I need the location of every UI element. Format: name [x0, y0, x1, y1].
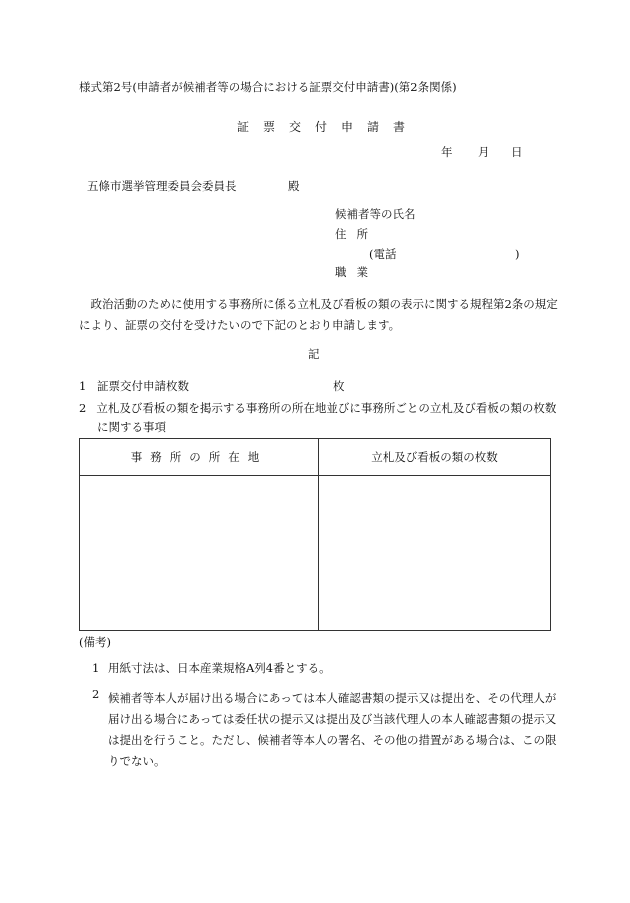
note-1-number: 1 [92, 661, 100, 675]
date-month-label: 月 [478, 145, 490, 159]
applicant-address-label: 住所 [335, 227, 378, 241]
table-header-count: 立札及び看板の類の枚数 [319, 439, 551, 476]
addressee-name: 五條市選挙管理委員会委員長 [87, 179, 237, 193]
table-cell-location[interactable] [80, 476, 319, 631]
table-row [80, 476, 551, 631]
applicant-name-label: 候補者等の氏名 [335, 207, 416, 221]
office-table [79, 438, 551, 631]
form-label: 様式第2号(申請者が候補者等の場合における証票交付申請書)(第2条関係) [79, 80, 457, 94]
item-2 [79, 399, 559, 437]
ki-heading: 記 [308, 347, 320, 361]
table-cell-count[interactable] [319, 476, 551, 631]
note-2-text: 候補者等本人が届け出る場合にあっては本人確認書類の提示又は提出を、その代理人が届け出る場合にあっては委任状の提示又は提出及び当該代理人の本人確認書類の提示又は提出を行うこと。ただし、候補者等本人の署名、その他の措置がある場合は、この限りでない。 [108, 691, 557, 768]
item-2-text: 立札及び看板の類を掲示する事務所の所在地並びに事務所ごとの立札及び看板の類の枚数に関する事項 [96, 401, 557, 434]
item-1-text: 証票交付申請枚数 [97, 379, 189, 393]
item-1-number: 1 [79, 379, 87, 393]
item-2-number: 2 [79, 401, 87, 415]
table-header-location: 事務所の所在地 [80, 439, 319, 476]
applicant-occupation-label: 職業 [335, 265, 378, 279]
applicant-tel-close: ) [515, 247, 520, 261]
table-header-row [80, 439, 551, 476]
notes-label: (備考) [79, 635, 111, 649]
document-title: 証票交付申請書 [237, 120, 420, 134]
addressee-suffix: 殿 [288, 179, 300, 193]
date-day-label: 日 [511, 145, 523, 159]
applicant-tel-open: (電話 [369, 247, 397, 261]
body-paragraph: 政治活動のために使用する事務所に係る立札及び看板の類の表示に関する規程第2条の規定により、証票の交付を受けたいので下記のとおり申請します。 [79, 297, 558, 332]
item-1-unit: 枚 [333, 379, 345, 393]
date-year-label: 年 [441, 145, 453, 159]
note-1-text: 用紙寸法は、日本産業規格A列4番とする。 [108, 661, 331, 675]
note-2-number: 2 [92, 687, 100, 701]
